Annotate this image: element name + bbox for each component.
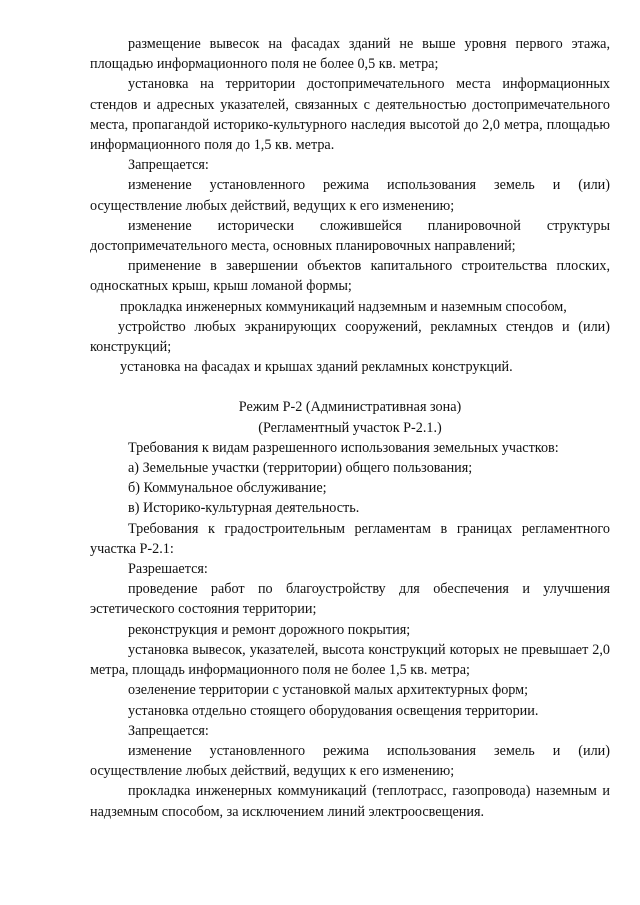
paragraph-info-stands: установка на территории достопримечательного места информационных стендов и адресных указателей, связанных с деятельностью достопримечательного места, пропагандой историко-культурного наследия высотой до 2,0 метра, площадью информационного поля до 1,5 кв. метра.	[90, 76, 610, 154]
allowed-heading: Разрешается:	[128, 561, 208, 578]
prohibited-item-land-use-2: изменение установленного режима использования земель и (или) осуществление любых действий, ведущих к его изменению;	[90, 742, 610, 780]
allowed-item-road-repair: реконструкция и ремонт дорожного покрытия;	[128, 621, 411, 638]
allowed-use-a: а) Земельные участки (территории) общего пользования;	[128, 460, 473, 477]
allowed-use-b: б) Коммунальное обслуживание;	[128, 480, 327, 497]
prohibited-item-planning: изменение исторически сложившейся планировочной структуры достопримечательного места, основных планировочных направлений;	[90, 217, 610, 255]
prohibited-item-land-use: изменение установленного режима использования земель и (или) осуществление любых действий, ведущих к его изменению;	[90, 177, 610, 214]
document-page	[90, 34, 610, 822]
paragraph-signs-facades: размещение вывесок на фасадах зданий не выше уровня первого этажа, площадью информационного поля не более 0,5 кв. метра;	[90, 36, 610, 73]
section-subtitle: (Регламентный участок Р-2.1.)	[258, 419, 442, 436]
section-gap	[90, 377, 610, 397]
allowed-item-signs: установка вывесок, указателей, высота конструкций которых не превышает 2,0 метра, площадь информационного поля не более 1,5 кв. метра;	[90, 641, 610, 679]
prohibited-heading: Запрещается:	[128, 157, 209, 174]
prohibited-item-roofs: применение в завершении объектов капитального строительства плоских, односкатных крыш, крыш ломаной формы;	[90, 258, 610, 295]
section-title: Режим Р-2 (Административная зона)	[238, 399, 462, 416]
prohibited-item-screens: устройство любых экранирующих сооружений, рекламных стендов и (или) конструкций;	[90, 318, 610, 356]
prohibited-item-utilities-2: прокладка инженерных коммуникаций (теплотрасс, газопровода) наземным и надземным способом, за исключением линий электроосвещения.	[90, 783, 610, 820]
allowed-item-landscaping: проведение работ по благоустройству для обеспечения и улучшения эстетического состояния территории;	[90, 581, 610, 618]
prohibited-heading-2: Запрещается:	[128, 722, 209, 739]
prohibited-item-utilities: прокладка инженерных коммуникаций надземным и наземным способом,	[120, 298, 567, 315]
prohibited-item-advertising: установка на фасадах и крышах зданий рекламных конструкций.	[120, 359, 513, 376]
allowed-item-greening: озеленение территории с установкой малых архитектурных форм;	[128, 682, 529, 699]
allowed-use-requirements: Требования к видам разрешенного использования земельных участков:	[128, 439, 559, 456]
regulation-requirements: Требования к градостроительным регламентам в границах регламентного участка Р-2.1:	[90, 520, 610, 557]
allowed-item-lighting: установка отдельно стоящего оборудования освещения территории.	[128, 702, 539, 719]
allowed-use-c: в) Историко-культурная деятельность.	[128, 500, 360, 517]
